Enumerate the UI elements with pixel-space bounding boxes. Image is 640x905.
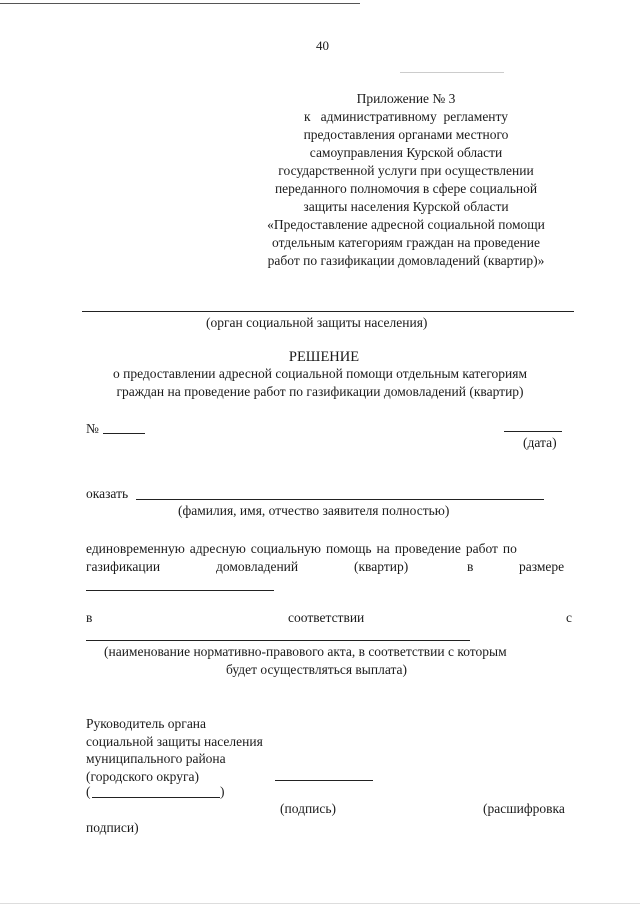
name-open-paren: ( [86,784,91,799]
body-line1: единовременную адресную социальную помощь на проведение работ по [86,541,517,556]
signature-block [86,715,263,785]
number-line [103,433,145,434]
scan-bottom-line [0,903,640,904]
name-line [92,797,220,798]
appendix-line: Приложение № 3 [356,91,456,106]
organ-caption: (орган социальной защиты населения) [206,315,428,330]
appendix-line: защиты населения Курской области [303,199,509,214]
signature-line-blank [275,780,373,781]
scan-smudge [400,72,504,73]
refuse-label: оказать [86,486,129,501]
fio-caption: (фамилия, имя, отчество заявителя полностью) [178,503,450,518]
rasshifrovka-caption: (расшифровка [483,801,565,816]
decision-title: РЕШЕНИЕ [288,349,360,365]
date-line [504,431,562,432]
body-word: (квартир) [354,559,409,574]
body-word: в [86,610,93,625]
appendix-header [236,90,576,270]
podpis-caption: (подпись) [280,801,337,816]
decision-subtitle-line2: граждан на проведение работ по газификации домовладений (квартир) [116,384,524,399]
decision-subtitle-line1: о предоставлении адресной социальной помощи отдельным категориям [113,366,527,381]
number-label: № [86,421,99,436]
act-caption-line1: (наименование нормативно-правового акта, в соответствии с которым [104,644,507,659]
scan-top-line [0,3,360,4]
act-caption-line2: будет осуществляться выплата) [226,662,408,677]
organ-name-line [82,311,574,312]
body-word: в [467,559,474,574]
appendix-line: самоуправления Курской области [309,145,503,160]
appendix-line: работ по газификации домовладений (квартир)» [267,253,545,268]
body-word: соответствии [288,610,365,625]
appendix-line: отдельным категориям граждан на проведение [272,235,540,250]
amount-line [86,590,274,591]
date-caption: (дата) [523,435,557,450]
name-close-paren: ) [220,784,225,799]
body-word: с [566,610,572,625]
act-line [86,640,470,641]
body-word: газификации [86,559,161,574]
appendix-line: к административному регламенту [303,109,509,124]
signature-line: Руководитель органа [86,716,207,731]
page-number: 40 [316,38,329,53]
signature-line: социальной защиты населения [86,733,263,749]
signature-line: муниципального района [86,751,226,766]
podpisi-caption: подписи) [86,820,139,835]
appendix-line: государственной услуги при осуществлении [278,163,534,178]
appendix-line: предоставления органами местного [303,127,509,142]
appendix-line: переданного полномочия в сфере социальной [274,181,538,196]
body-word: домовладений [216,559,299,574]
body-word: размере [519,559,565,574]
appendix-line: «Предоставление адресной социальной помощи [267,217,545,232]
signature-line: (городского округа) [86,768,200,784]
fio-line [136,499,544,500]
